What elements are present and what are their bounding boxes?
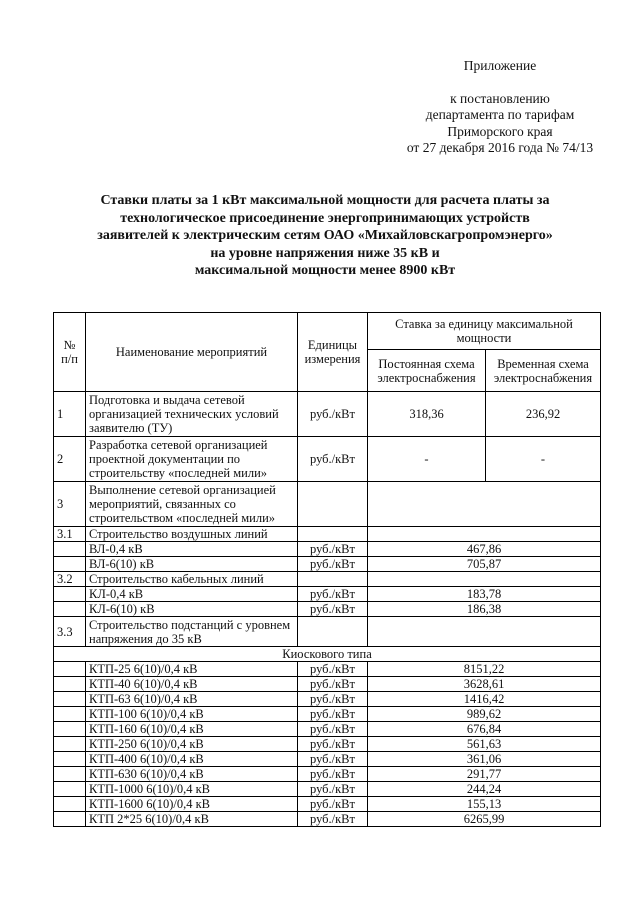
table-row xyxy=(54,542,601,557)
cell-temporary: - xyxy=(486,437,601,482)
cell-num xyxy=(54,797,86,812)
title-line: технологическое присоединение энергопринимающих устройств xyxy=(120,210,530,226)
table-row xyxy=(54,647,601,662)
table-row xyxy=(54,587,601,602)
cell-num xyxy=(54,707,86,722)
cell-value: 361,06 xyxy=(368,752,601,767)
cell-num xyxy=(54,812,86,827)
table-row xyxy=(54,767,601,782)
appendix-line: от 27 декабря 2016 года № 74/13 xyxy=(406,140,594,155)
header-permanent: Постоянная схема электроснабжения xyxy=(368,350,486,392)
cell-value: 244,24 xyxy=(368,782,601,797)
cell-num: 1 xyxy=(54,392,86,437)
cell-unit xyxy=(298,572,368,587)
cell-name: КТП-1000 6(10)/0,4 кВ xyxy=(86,782,298,797)
cell-unit: руб./кВт xyxy=(298,662,368,677)
appendix-line: департамента по тарифам xyxy=(425,107,575,122)
cell-num: 3.3 xyxy=(54,617,86,647)
cell-num xyxy=(54,722,86,737)
cell-value: 3628,61 xyxy=(368,677,601,692)
cell-unit: руб./кВт xyxy=(298,737,368,752)
cell-permanent: 318,36 xyxy=(368,392,486,437)
cell-unit: руб./кВт xyxy=(298,437,368,482)
cell-name: КЛ-0,4 кВ xyxy=(86,587,298,602)
table-row xyxy=(54,782,601,797)
cell-unit: руб./кВт xyxy=(298,602,368,617)
cell-value: 291,77 xyxy=(368,767,601,782)
table-row xyxy=(54,572,601,587)
cell-num xyxy=(54,767,86,782)
cell-unit: руб./кВт xyxy=(298,812,368,827)
cell-name: КТП-40 6(10)/0,4 кВ xyxy=(86,677,298,692)
cell-unit: руб./кВт xyxy=(298,782,368,797)
cell-name: КТП-63 6(10)/0,4 кВ xyxy=(86,692,298,707)
rates-table xyxy=(53,312,601,827)
cell-value xyxy=(368,527,601,542)
cell-name: Разработка сетевой организацией проектной документации по строительству «последней мили» xyxy=(86,437,298,482)
table-row xyxy=(54,692,601,707)
table-row xyxy=(54,557,601,572)
title-line: Ставки платы за 1 кВт максимальной мощности для расчета платы за xyxy=(100,193,550,208)
table-row xyxy=(54,812,601,827)
cell-name: КТП-160 6(10)/0,4 кВ xyxy=(86,722,298,737)
title-line: на уровне напряжения ниже 35 кВ и xyxy=(210,245,440,261)
cell-value: 155,13 xyxy=(368,797,601,812)
cell-temporary: 236,92 xyxy=(486,392,601,437)
cell-name: Подготовка и выдача сетевой организацией технических условий заявителю (ТУ) xyxy=(86,392,298,437)
header-num: № п/п xyxy=(54,313,86,392)
cell-name: КТП-630 6(10)/0,4 кВ xyxy=(86,767,298,782)
cell-value: 989,62 xyxy=(368,707,601,722)
cell-num xyxy=(54,677,86,692)
table-row xyxy=(54,617,601,647)
cell-num xyxy=(54,662,86,677)
cell-num: 2 xyxy=(54,437,86,482)
cell-permanent: - xyxy=(368,437,486,482)
header-row xyxy=(54,313,601,350)
table-row xyxy=(54,707,601,722)
cell-value xyxy=(368,572,601,587)
table-row xyxy=(54,797,601,812)
cell-name: КТП-1600 6(10)/0,4 кВ xyxy=(86,797,298,812)
cell-num xyxy=(54,692,86,707)
cell-num xyxy=(54,737,86,752)
cell-unit: руб./кВт xyxy=(298,752,368,767)
table-row xyxy=(54,527,601,542)
table-row xyxy=(54,752,601,767)
header-name: Наименование мероприятий xyxy=(86,313,298,392)
cell-name: ВЛ-0,4 кВ xyxy=(86,542,298,557)
table-row xyxy=(54,392,601,437)
cell-value: 561,63 xyxy=(368,737,601,752)
cell-unit: руб./кВт xyxy=(298,677,368,692)
cell-num xyxy=(54,602,86,617)
cell-value: 705,87 xyxy=(368,557,601,572)
cell-value: 1416,42 xyxy=(368,692,601,707)
cell-value: 8151,22 xyxy=(368,662,601,677)
cell-value xyxy=(368,617,601,647)
table-row xyxy=(54,437,601,482)
cell-value: 183,78 xyxy=(368,587,601,602)
cell-name: КТП 2*25 6(10)/0,4 кВ xyxy=(86,812,298,827)
cell-unit: руб./кВт xyxy=(298,587,368,602)
cell-name: Выполнение сетевой организацией мероприятий, связанных со строительством «последней мили» xyxy=(86,482,298,527)
cell-name: Строительство воздушных линий xyxy=(86,527,298,542)
appendix-line: к постановлению xyxy=(450,90,550,106)
cell-value xyxy=(368,482,601,527)
cell-name: КТП-100 6(10)/0,4 кВ xyxy=(86,707,298,722)
cell-name: КТП-25 6(10)/0,4 кВ xyxy=(86,662,298,677)
cell-num xyxy=(54,587,86,602)
table-row xyxy=(54,677,601,692)
cell-num xyxy=(54,557,86,572)
table-row xyxy=(54,662,601,677)
header-unit: Единицы измерения xyxy=(298,313,368,392)
cell-unit: руб./кВт xyxy=(298,767,368,782)
cell-name: КЛ-6(10) кВ xyxy=(86,602,298,617)
cell-num xyxy=(54,782,86,797)
table-row xyxy=(54,722,601,737)
cell-unit: руб./кВт xyxy=(298,392,368,437)
cell-num: 3 xyxy=(54,482,86,527)
cell-unit xyxy=(298,617,368,647)
cell-unit: руб./кВт xyxy=(298,692,368,707)
cell-unit: руб./кВт xyxy=(298,542,368,557)
cell-name: Строительство кабельных линий xyxy=(86,572,298,587)
table-row xyxy=(54,482,601,527)
cell-value: 186,38 xyxy=(368,602,601,617)
cell-num: 3.2 xyxy=(54,572,86,587)
appendix-line: Приморского края xyxy=(447,123,553,139)
cell-name: ВЛ-6(10) кВ xyxy=(86,557,298,572)
cell-unit: руб./кВт xyxy=(298,707,368,722)
cell-value: 676,84 xyxy=(368,722,601,737)
cell-num xyxy=(54,542,86,557)
cell-name: Строительство подстанций с уровнем напряжения до 35 кВ xyxy=(86,617,298,647)
cell-unit: руб./кВт xyxy=(298,722,368,737)
cell-num xyxy=(54,752,86,767)
header-rate-group: Ставка за единицу максимальной мощности xyxy=(368,313,601,350)
cell-value: 467,86 xyxy=(368,542,601,557)
cell-num: 3.1 xyxy=(54,527,86,542)
document-title xyxy=(30,192,620,280)
header-temporary: Временная схема электроснабжения xyxy=(486,350,601,392)
cell-unit xyxy=(298,482,368,527)
cell-value: 6265,99 xyxy=(368,812,601,827)
cell-name: КТП-250 6(10)/0,4 кВ xyxy=(86,737,298,752)
section-label-kiosk: Киоскового типа xyxy=(54,647,601,662)
cell-unit xyxy=(298,527,368,542)
title-line: максимальной мощности менее 8900 кВт xyxy=(194,263,456,278)
appendix-title: Приложение xyxy=(463,58,537,73)
cell-unit: руб./кВт xyxy=(298,797,368,812)
cell-name: КТП-400 6(10)/0,4 кВ xyxy=(86,752,298,767)
title-line: заявителей к электрическим сетям ОАО «Михайловскагропромэнерго» xyxy=(97,228,553,243)
cell-unit: руб./кВт xyxy=(298,557,368,572)
table-row xyxy=(54,602,601,617)
table-row xyxy=(54,737,601,752)
appendix-block xyxy=(380,58,620,157)
